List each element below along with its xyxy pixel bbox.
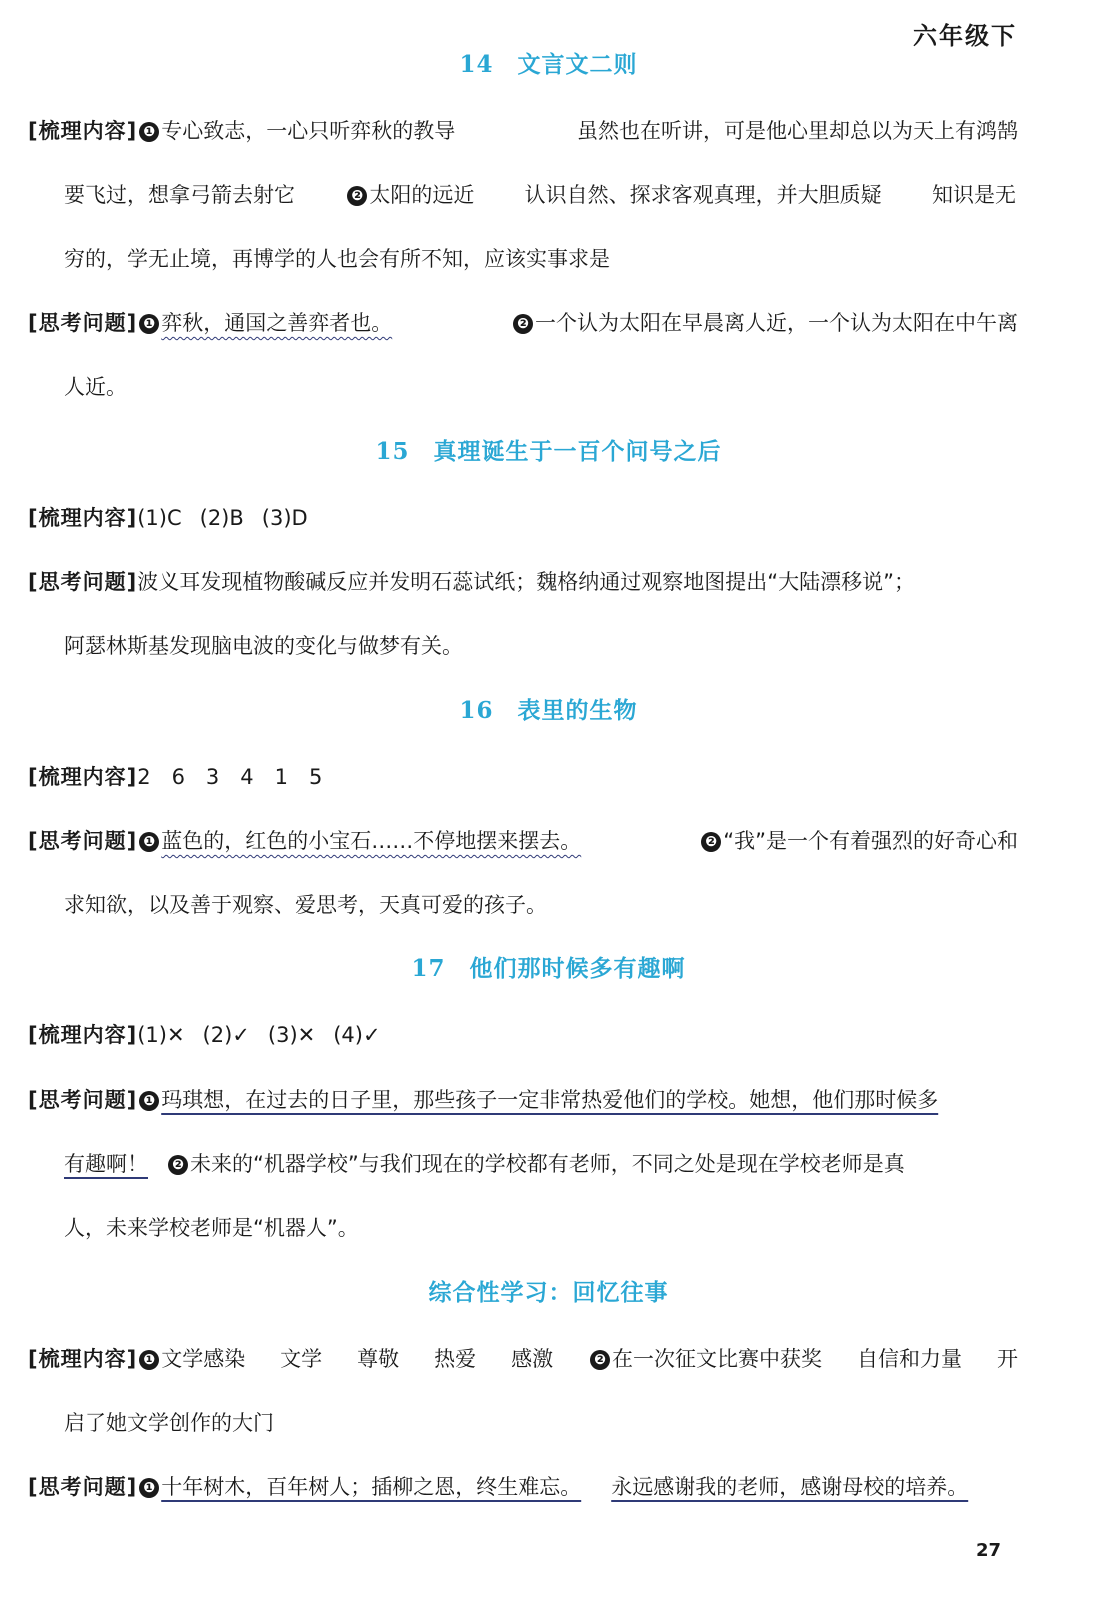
underlined-answer: 有趣啊！ — [64, 1152, 148, 1176]
sorting-tag: [梳理内容] — [28, 119, 138, 143]
sorting-line — [28, 1018, 381, 1052]
answer-option: (2)✓ — [202, 1023, 250, 1047]
thinking-line: 人近。 — [64, 375, 127, 399]
thinking-line: 求知欲，以及善于观察、爱思考，天真可爱的孩子。 — [64, 893, 547, 917]
section-title-17 — [0, 952, 1097, 986]
answer-word: 开 — [996, 1347, 1018, 1371]
answer-word: 感激 — [511, 1347, 554, 1371]
underlined-answer: 弈秋，通国之善弈者也。 — [161, 311, 393, 335]
section-number: 17 — [411, 955, 446, 982]
page-number: 27 — [975, 1540, 1001, 1561]
sorting-tag: [梳理内容] — [28, 1023, 138, 1047]
section-title-14 — [0, 48, 1097, 82]
underlined-answer: 玛琪想，在过去的日子里，那些孩子一定非常热爱他们的学校。她想，他们那时候多 — [161, 1088, 939, 1112]
thinking-line — [28, 1470, 968, 1504]
answer-text: 太阳的远近 — [369, 183, 475, 207]
underlined-answer: 永远感谢我的老师，感谢母校的培养。 — [611, 1475, 969, 1499]
section-number: 15 — [375, 438, 410, 465]
underlined-answer: 十年树木，百年树人；插柳之恩，终生难忘。 — [161, 1475, 582, 1499]
thinking-line — [28, 824, 1018, 858]
answer-option: (4)✓ — [333, 1023, 381, 1047]
thinking-tag: [思考问题] — [28, 1088, 138, 1112]
sorting-tag: [梳理内容] — [28, 1347, 138, 1371]
answer-option: (3)✕ — [267, 1023, 316, 1047]
section-number: 14 — [459, 51, 494, 78]
section-name: 真理诞生于一百个问号之后 — [433, 439, 722, 465]
circled-number: ❷ — [168, 1155, 188, 1175]
answer-text: “我”是一个有着强烈的好奇心和 — [723, 829, 1018, 853]
answer-option: (1)✕ — [137, 1023, 185, 1047]
answer-option: (1)C — [137, 506, 182, 530]
thinking-line: 阿瑟林斯基发现脑电波的变化与做梦有关。 — [64, 634, 463, 658]
section-name: 文言文二则 — [517, 52, 638, 78]
thinking-tag: [思考问题] — [28, 829, 138, 853]
answer-sequence: 2 6 3 4 1 5 — [137, 765, 323, 789]
answer-word: 热爱 — [434, 1347, 477, 1371]
sorting-line — [28, 501, 308, 535]
circled-number: ❶ — [139, 1350, 159, 1370]
thinking-tag: [思考问题] — [28, 570, 138, 594]
sorting-tag: [梳理内容] — [28, 765, 138, 789]
answer-text: 一个认为太阳在早晨离人近，一个认为太阳在中午离 — [535, 311, 1018, 335]
thinking-line — [64, 1147, 905, 1181]
underlined-answer: 蓝色的，红色的小宝石……不停地摆来摆去。 — [161, 829, 582, 853]
answer-word: 文学感染 — [161, 1347, 246, 1371]
circled-number: ❷ — [347, 186, 367, 206]
sorting-line — [28, 114, 1018, 148]
circled-number: ❶ — [139, 832, 159, 852]
answer-option: (2)B — [199, 506, 244, 530]
section-name: 表里的生物 — [517, 698, 638, 724]
answer-text: 专心致志，一心只听弈秋的教导 — [161, 119, 456, 143]
thinking-tag: [思考问题] — [28, 311, 138, 335]
sorting-tag: [梳理内容] — [28, 506, 138, 530]
answer-word: 尊敬 — [357, 1347, 400, 1371]
circled-number: ❷ — [701, 832, 721, 852]
circled-number: ❷ — [513, 314, 533, 334]
section-title-15 — [0, 435, 1097, 469]
section-name: 他们那时候多有趣啊 — [469, 956, 686, 982]
section-title-16 — [0, 694, 1097, 728]
answer-text: 认识自然、探求客观真理，并大胆质疑 — [524, 183, 882, 207]
section-number: 16 — [459, 697, 494, 724]
answer-option: (3)D — [261, 506, 308, 530]
answer-text: 虽然也在听讲，可是他心里却总以为天上有鸿鹄 — [577, 119, 1018, 143]
thinking-line: 人，未来学校老师是“机器人”。 — [64, 1216, 359, 1240]
circled-number: ❶ — [139, 314, 159, 334]
thinking-line — [28, 1083, 938, 1117]
circled-number: ❶ — [139, 1091, 159, 1111]
circled-number: ❶ — [139, 122, 159, 142]
sorting-line — [64, 178, 1016, 212]
sorting-line — [28, 1342, 1018, 1376]
answer-text: 知识是无 — [931, 183, 1016, 207]
answer-word: 文学 — [280, 1347, 323, 1371]
answer-text: 未来的“机器学校”与我们现在的学校都有老师，不同之处是现在学校老师是真 — [190, 1152, 905, 1176]
answer-word: 在一次征文比赛中获奖 — [612, 1347, 823, 1371]
answer-word: 自信和力量 — [857, 1347, 963, 1371]
circled-number: ❷ — [590, 1350, 610, 1370]
thinking-line — [28, 306, 1018, 340]
sorting-line — [28, 760, 322, 794]
circled-number: ❶ — [139, 1478, 159, 1498]
section-name: 综合性学习：回忆往事 — [428, 1280, 669, 1306]
section-title-comprehensive — [0, 1276, 1097, 1310]
thinking-line — [28, 565, 915, 599]
thinking-tag: [思考问题] — [28, 1475, 138, 1499]
answer-text: 要飞过，想拿弓箭去射它 — [64, 183, 295, 207]
grade-label: 六年级下 — [913, 22, 1017, 50]
answer-text: 波义耳发现植物酸碱反应并发明石蕊试纸；魏格纳通过观察地图提出“大陆漂移说”； — [137, 570, 915, 594]
sorting-line: 启了她文学创作的大门 — [64, 1411, 274, 1435]
sorting-line: 穷的，学无止境，再博学的人也会有所不知，应该实事求是 — [64, 247, 610, 271]
